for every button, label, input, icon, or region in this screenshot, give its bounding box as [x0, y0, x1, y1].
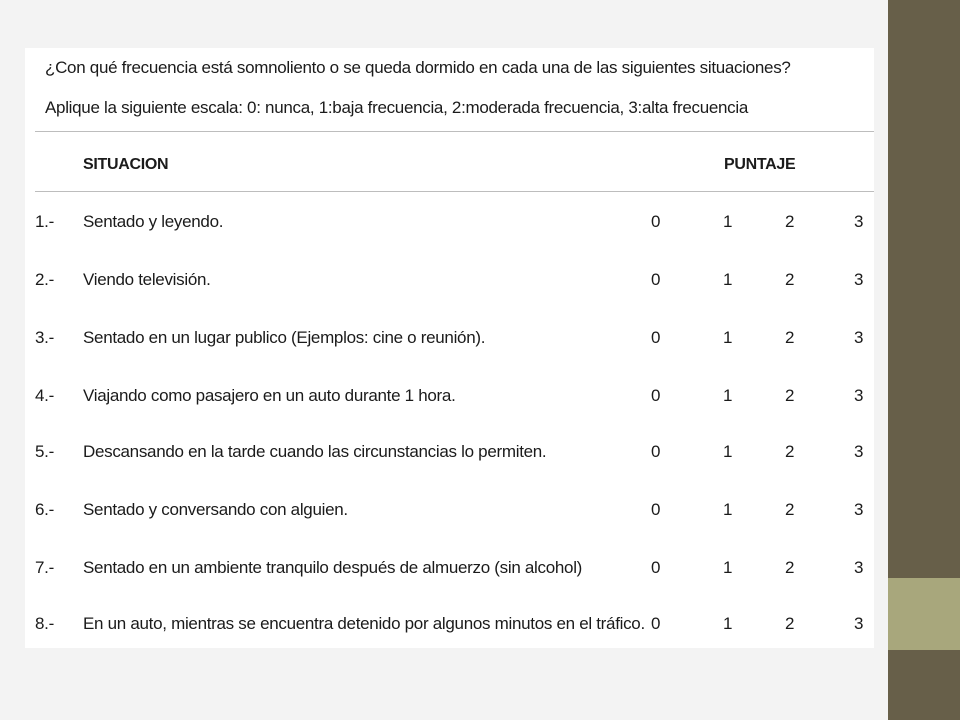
score-option-2[interactable]: 2: [785, 270, 795, 289]
scale-instructions: Aplique la siguiente escala: 0: nunca, 1:baja frecuencia, 2:moderada frecuencia, 3:alta frecuencia: [45, 98, 749, 117]
score-option-3[interactable]: 3: [854, 442, 864, 461]
table-row: [25, 500, 874, 530]
sidebar-accent-block: [888, 578, 960, 650]
header-bottom-divider: [35, 191, 874, 192]
score-option-0[interactable]: 0: [651, 386, 661, 405]
score-option-1[interactable]: 1: [723, 442, 733, 461]
score-option-0[interactable]: 0: [651, 212, 661, 231]
score-option-3[interactable]: 3: [854, 270, 864, 289]
table-row: [25, 212, 874, 242]
situation-text: En un auto, mientras se encuentra detenido por algunos minutos en el tráfico.: [83, 614, 645, 633]
situation-text: Sentado y leyendo.: [83, 212, 224, 231]
situation-column-header: SITUACION: [83, 156, 169, 173]
score-option-0[interactable]: 0: [651, 442, 661, 461]
score-option-2[interactable]: 2: [785, 614, 795, 633]
score-option-3[interactable]: 3: [854, 212, 864, 231]
situation-text: Descansando en la tarde cuando las circunstancias lo permiten.: [83, 442, 547, 461]
question-text: ¿Con qué frecuencia está somnoliento o se queda dormido en cada una de las siguientes situaciones?: [45, 58, 791, 77]
score-option-0[interactable]: 0: [651, 500, 661, 519]
score-option-2[interactable]: 2: [785, 500, 795, 519]
situation-text: Sentado en un lugar publico (Ejemplos: cine o reunión).: [83, 328, 486, 347]
questionnaire-sheet: [25, 48, 874, 648]
score-option-2[interactable]: 2: [785, 328, 795, 347]
table-row: [25, 270, 874, 300]
score-option-1[interactable]: 1: [723, 270, 733, 289]
score-option-0[interactable]: 0: [651, 558, 661, 577]
situation-text: Sentado en un ambiente tranquilo después de almuerzo (sin alcohol): [83, 558, 583, 577]
sidebar-top-block: [888, 0, 960, 578]
table-row: [25, 442, 874, 472]
row-number: 7.-: [35, 558, 54, 577]
score-option-1[interactable]: 1: [723, 500, 733, 519]
row-number: 3.-: [35, 328, 54, 347]
score-option-0[interactable]: 0: [651, 614, 661, 633]
table-row: [25, 614, 874, 644]
row-number: 8.-: [35, 614, 54, 633]
score-option-3[interactable]: 3: [854, 558, 864, 577]
score-option-0[interactable]: 0: [651, 328, 661, 347]
score-option-3[interactable]: 3: [854, 328, 864, 347]
table-row: [25, 558, 874, 588]
row-number: 4.-: [35, 386, 54, 405]
score-option-3[interactable]: 3: [854, 614, 864, 633]
score-option-2[interactable]: 2: [785, 212, 795, 231]
score-option-1[interactable]: 1: [723, 212, 733, 231]
situation-text: Viendo televisión.: [83, 270, 211, 289]
score-option-2[interactable]: 2: [785, 558, 795, 577]
score-option-2[interactable]: 2: [785, 386, 795, 405]
table-row: [25, 386, 874, 416]
header-top-divider: [35, 131, 874, 132]
row-number: 5.-: [35, 442, 54, 461]
table-row: [25, 328, 874, 358]
score-column-header: PUNTAJE: [724, 156, 796, 173]
score-option-1[interactable]: 1: [723, 386, 733, 405]
score-option-0[interactable]: 0: [651, 270, 661, 289]
situation-text: Viajando como pasajero en un auto durante 1 hora.: [83, 386, 456, 405]
score-option-1[interactable]: 1: [723, 558, 733, 577]
score-option-2[interactable]: 2: [785, 442, 795, 461]
row-number: 6.-: [35, 500, 54, 519]
score-option-1[interactable]: 1: [723, 328, 733, 347]
situation-text: Sentado y conversando con alguien.: [83, 500, 348, 519]
score-option-3[interactable]: 3: [854, 386, 864, 405]
row-number: 2.-: [35, 270, 54, 289]
sidebar-bottom-block: [888, 650, 960, 720]
row-number: 1.-: [35, 212, 54, 231]
score-option-1[interactable]: 1: [723, 614, 733, 633]
score-option-3[interactable]: 3: [854, 500, 864, 519]
